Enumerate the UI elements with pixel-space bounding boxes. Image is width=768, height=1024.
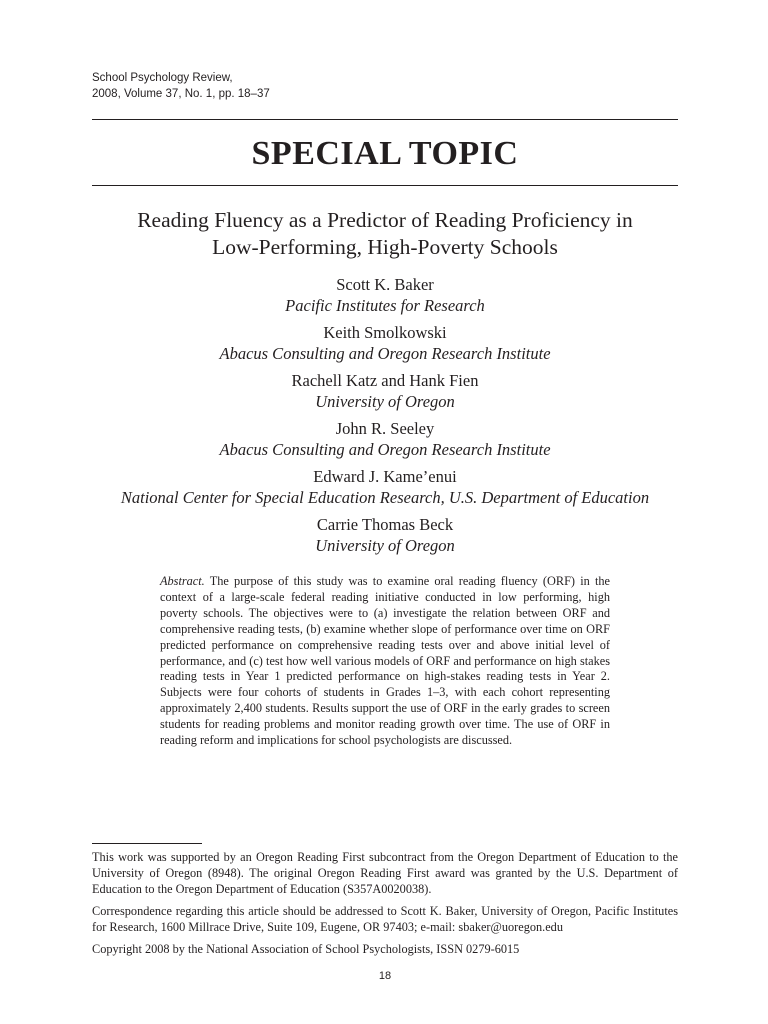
author-name: Edward J. Kame’enui [313,467,457,486]
author-entry [80,322,690,364]
author-entry [80,514,690,556]
footnotes [92,849,678,963]
abstract [160,574,610,749]
page-number: 18 [378,970,392,982]
author-affiliation: Pacific Institutes for Research [285,296,485,315]
top-rule [92,119,678,120]
author-affiliation: University of Oregon [315,536,455,555]
funding-note: This work was supported by an Oregon Reading First subcontract from the Oregon Department of Education to the University of Oregon (8948). The original Oregon Reading First award was granted by the U.S. Department of Education to the Oregon Department of Education (S357A0020038). [92,850,678,896]
abstract-text: The purpose of this study was to examine oral reading fluency (ORF) in the context of a large-scale federal reading initiative conducted in low performing, high poverty schools. The objectives were to (a) investigate the relation between ORF and comprehensive reading tests, (b) examine whether slope of performance over time on ORF predicted performance on comprehensive reading tests over and above initial level of performance, and (c) test how well various models of ORF and performance on high stakes reading tests in Year 1 predicted performance on high-stakes reading tests in Year 2. Subjects were four cohorts of students in Grades 1–3, with each cohort representing approximately 2,400 students. Results support the use of ORF in the early grades to screen students for reading problems and monitor reading growth over time. The use of ORF in reading reform and implications for school psychologists are discussed. [160,574,610,748]
article-title [80,207,690,261]
author-affiliation: University of Oregon [315,392,455,411]
author-name: Scott K. Baker [336,275,434,294]
author-name: John R. Seeley [335,419,435,438]
author-affiliation: Abacus Consulting and Oregon Research Institute [219,440,551,459]
article-title-line-1: Reading Fluency as a Predictor of Reading Proficiency in [137,208,633,232]
footnote-rule [92,843,202,844]
author-affiliation: National Center for Special Education Research, U.S. Department of Education [120,488,650,507]
author-affiliation: Abacus Consulting and Oregon Research Institute [219,344,551,363]
author-entry [80,418,690,460]
section-heading: SPECIAL TOPIC [251,135,519,172]
copyright-note: Copyright 2008 by the National Association of School Psychologists, ISSN 0279-6015 [92,942,520,956]
author-name: Keith Smolkowski [323,323,447,342]
heading-rule [92,185,678,186]
author-name: Carrie Thomas Beck [316,515,454,534]
correspondence-note: Correspondence regarding this article should be addressed to Scott K. Baker, University of Oregon, Pacific Institutes for Research, 1600 Millrace Drive, Suite 109, Eugene, OR 97403; e-mail: sbaker@uoregon.edu [92,904,678,934]
abstract-label: Abstract. [160,574,205,588]
journal-name: School Psychology Review, [92,72,233,84]
journal-citation [92,70,270,102]
journal-volume-pages: 2008, Volume 37, No. 1, pp. 18–37 [92,88,270,100]
author-entry [80,466,690,508]
article-title-line-2: Low-Performing, High-Poverty Schools [212,235,558,259]
author-list [80,274,690,562]
author-name: Rachell Katz and Hank Fien [291,371,479,390]
author-entry [80,274,690,316]
author-entry [80,370,690,412]
